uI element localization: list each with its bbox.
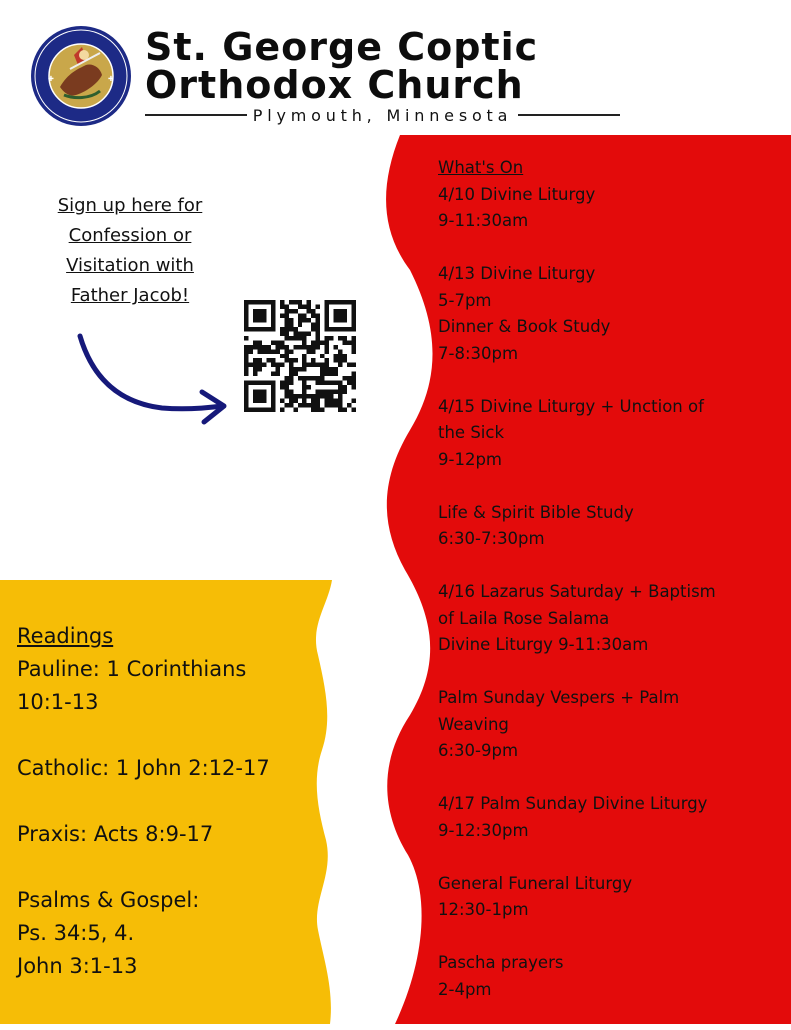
event-line: 4/10 Divine Liturgy <box>438 184 596 204</box>
title-line-1: St. George Coptic <box>145 25 539 69</box>
event-line: Divine Liturgy 9-11:30am <box>438 635 649 654</box>
readings-heading: Readings <box>17 624 114 648</box>
signup-line-2: Confession or <box>68 225 192 246</box>
event-line: 9-11:30am <box>438 211 529 230</box>
reading-line: Ps. 34:5, 4. <box>17 921 135 945</box>
signup-line-4: Father Jacob! <box>70 285 190 306</box>
event-line: Palm Sunday Vespers + Palm <box>438 688 680 707</box>
curved-arrow-icon <box>72 330 232 430</box>
event-line: Life & Spirit Bible Study <box>438 502 634 522</box>
signup-line-3: Visitation with <box>66 255 194 276</box>
event-line: 4/17 Palm Sunday Divine Liturgy <box>438 794 708 813</box>
event-line: 6:30-9pm <box>438 741 519 760</box>
event-line: the Sick <box>438 423 505 442</box>
event-line: 9-12:30pm <box>438 820 529 840</box>
event-line: 7-8:30pm <box>438 343 519 363</box>
event-item <box>438 685 768 765</box>
event-item <box>438 261 768 367</box>
reading-item <box>17 884 317 983</box>
reading-line: Praxis: Acts 8:9-17 <box>17 822 214 846</box>
reading-line: Pauline: 1 Corinthians <box>17 657 247 681</box>
title-line-2: Orthodox Church <box>145 63 524 107</box>
subtitle-rule-right <box>518 114 620 116</box>
whats-on-list <box>438 155 768 1030</box>
church-title <box>145 25 625 107</box>
event-line: 12:30-1pm <box>438 900 529 919</box>
reading-line: John 3:1-13 <box>17 954 138 978</box>
reading-item <box>17 818 317 851</box>
event-line: 5-7pm <box>438 290 492 310</box>
event-line: General Funeral Liturgy <box>438 873 633 893</box>
subtitle-text: Plymouth, Minnesota <box>252 105 513 125</box>
event-line: of Laila Rose Salama <box>438 608 610 628</box>
reading-line: 10:1-13 <box>17 690 99 714</box>
signup-line-1: Sign up here for <box>57 195 203 216</box>
event-item <box>438 394 768 474</box>
signup-link[interactable] <box>20 191 240 311</box>
event-item <box>438 871 768 924</box>
svg-text:✚: ✚ <box>48 75 54 83</box>
whats-on-heading: What's On <box>438 158 524 177</box>
event-item <box>438 791 768 844</box>
svg-text:✚: ✚ <box>108 75 114 83</box>
event-line: 4/15 Divine Liturgy + Unction of <box>438 396 704 416</box>
church-seal-icon <box>30 25 132 127</box>
subtitle-rule-left <box>145 114 247 116</box>
qr-code-icon[interactable] <box>244 300 356 412</box>
location-subtitle <box>145 103 620 127</box>
reading-item <box>17 752 317 785</box>
event-line: 4/13 Divine Liturgy <box>438 264 596 283</box>
reading-item <box>17 653 317 719</box>
event-item <box>438 950 768 1003</box>
event-line: 2-4pm <box>438 979 492 999</box>
reading-line: Catholic: 1 John 2:12-17 <box>17 756 270 780</box>
event-line: Pascha prayers <box>438 953 564 972</box>
event-item <box>438 579 768 659</box>
event-line: Dinner & Book Study <box>438 317 611 336</box>
event-item <box>438 500 768 553</box>
reading-line: Psalms & Gospel: <box>17 888 200 912</box>
readings-list <box>17 620 317 1016</box>
event-line: Weaving <box>438 714 509 734</box>
event-item <box>438 182 768 235</box>
event-line: 6:30-7:30pm <box>438 529 545 548</box>
event-line: 4/16 Lazarus Saturday + Baptism <box>438 582 716 601</box>
event-line: 9-12pm <box>438 449 502 469</box>
